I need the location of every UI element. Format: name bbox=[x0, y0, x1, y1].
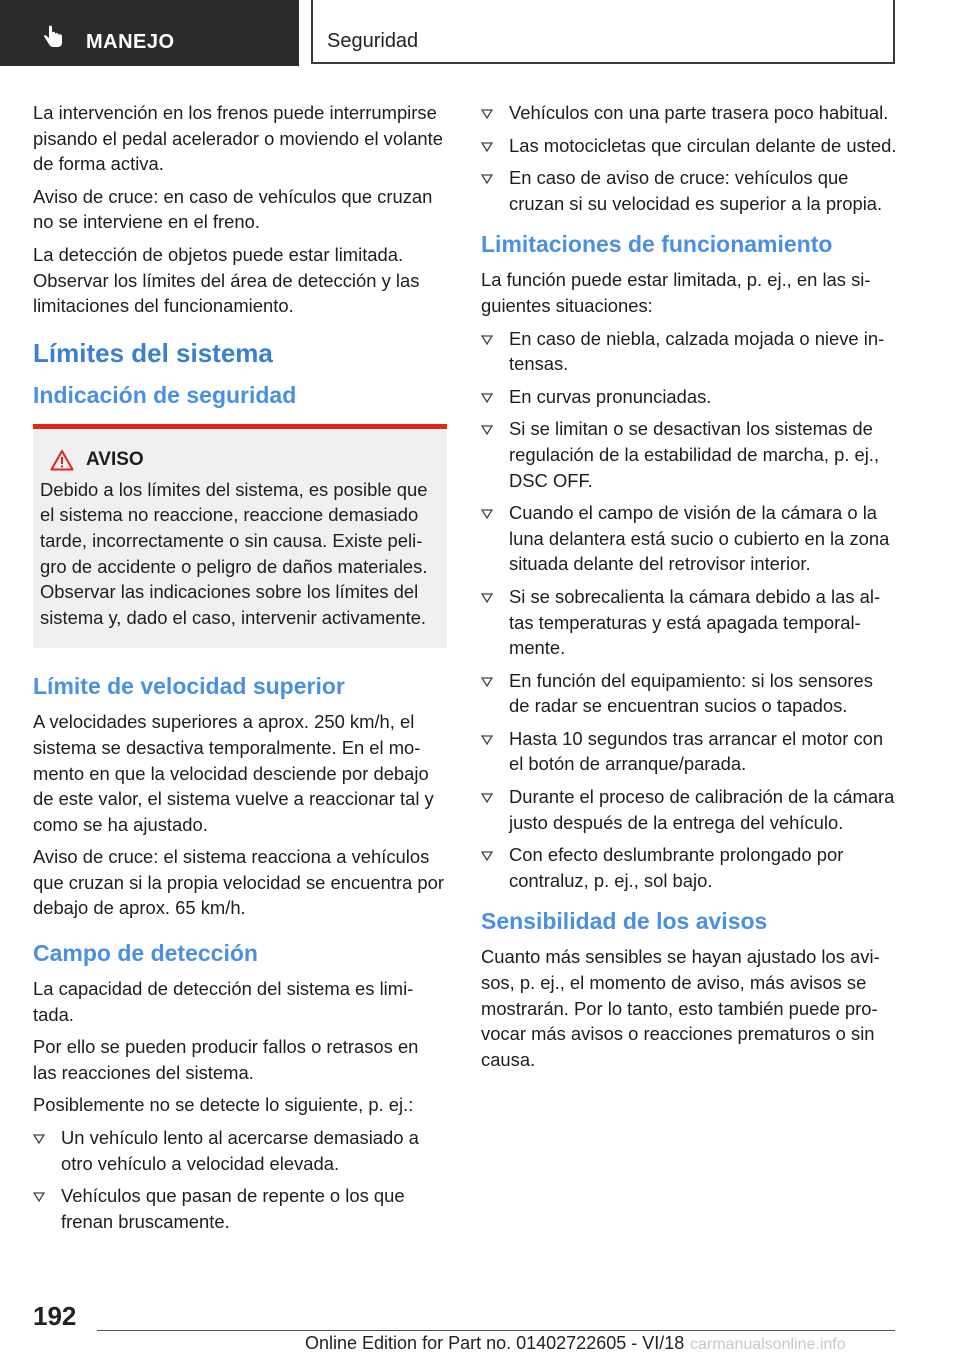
watermark: carmanualsonline.info bbox=[690, 1336, 846, 1353]
bullet-list bbox=[481, 326, 897, 894]
paragraph: Por ello se pueden producir fallos o retrasos en las reacciones del sistema. bbox=[33, 1036, 419, 1083]
warning-header bbox=[50, 449, 440, 471]
list-item: Con efecto deslumbrante prolongado por contraluz, p. ej., sol bajo. bbox=[481, 842, 897, 893]
triangle-bullet-icon bbox=[481, 593, 493, 603]
paragraph: Aviso de cruce: en caso de vehículos que cruzan no se interviene en el freno. bbox=[33, 185, 433, 233]
right-column bbox=[481, 100, 897, 1079]
footer-divider bbox=[97, 1330, 895, 1331]
triangle-bullet-icon bbox=[481, 793, 493, 803]
section-label: Seguridad bbox=[327, 30, 419, 52]
heading-detection-field: Campo de detección bbox=[33, 940, 258, 967]
chapter-tab bbox=[0, 0, 299, 66]
list-item: Las motocicletas que circulan delante de usted. bbox=[481, 133, 897, 159]
warning-text: Debido a los límites del sistema, es posible que el sistema no reaccione, reaccione demasiado tarde, incorrectamente o sin causa. Existe peligro de accidente o peligro de daños materiales. Observar las indicaciones sobre los límites del sistema y, dado el caso, intervenir activamente. bbox=[40, 478, 428, 628]
triangle-bullet-icon bbox=[481, 735, 493, 745]
paragraph: La capacidad de detección del sistema es limitada. bbox=[33, 978, 414, 1025]
warning-box bbox=[33, 424, 447, 649]
left-column bbox=[33, 100, 447, 1241]
triangle-bullet-icon bbox=[481, 174, 493, 184]
triangle-bullet-icon bbox=[33, 1134, 45, 1144]
paragraph: La función puede estar limitada, p. ej., en las siguientes situaciones: bbox=[481, 269, 871, 316]
section-header bbox=[311, 0, 895, 64]
triangle-bullet-icon bbox=[481, 677, 493, 687]
bullet-list bbox=[33, 1125, 447, 1234]
triangle-bullet-icon bbox=[481, 335, 493, 345]
list-item: Si se sobrecalienta la cámara debido a las altas temperaturas y está apagada temporalmente. bbox=[481, 584, 897, 661]
list-item: Un vehículo lento al acercarse demasiado a otro vehículo a velocidad elevada. bbox=[33, 1125, 447, 1176]
list-item: En caso de niebla, calzada mojada o nieve intensas. bbox=[481, 326, 897, 377]
edition-note: Online Edition for Part no. 01402722605 - VI/18 bbox=[305, 1333, 685, 1353]
triangle-bullet-icon bbox=[481, 509, 493, 519]
warning-triangle-icon bbox=[50, 449, 74, 471]
list-item: Si se limitan o se desactivan los sistemas de regulación de la estabilidad de marcha, p. ej., DSC OFF. bbox=[481, 416, 897, 493]
heading-function-limits: Limitaciones de funcionamiento bbox=[481, 231, 833, 258]
paragraph: A velocidades superiores a aprox. 250 km/h, el sistema se desactiva temporalmente. En el momento en que la velocidad desciende por debajo de este valor, el sistema vuelve a reaccionar tal y como se ha ajustado. bbox=[33, 711, 434, 835]
triangle-bullet-icon bbox=[481, 109, 493, 119]
list-item: Vehículos con una parte trasera poco habitual. bbox=[481, 100, 897, 126]
triangle-bullet-icon bbox=[481, 851, 493, 861]
list-item: Cuando el campo de visión de la cámara o la luna delantera está sucio o cubierto en la zona situada delante del retrovisor interior. bbox=[481, 500, 897, 577]
page-number: 192 bbox=[33, 1301, 77, 1331]
list-item: En curvas pronunciadas. bbox=[481, 384, 897, 410]
chapter-label: MANEJO bbox=[86, 31, 175, 53]
paragraph: La detección de objetos puede estar limitada. Observar los límites del área de detección y las limitaciones del funcionamiento. bbox=[33, 243, 420, 317]
triangle-bullet-icon bbox=[33, 1192, 45, 1202]
list-item: Hasta 10 segundos tras arrancar el motor con el botón de arranque/parada. bbox=[481, 726, 897, 777]
paragraph: Cuanto más sensibles se hayan ajustado los avisos, p. ej., el momento de aviso, más avisos se mostrarán. Por lo tanto, esto también puede provocar más avisos o reacciones prematuros o sin causa. bbox=[481, 946, 880, 1070]
heading-warning-sensitivity: Sensibilidad de los avisos bbox=[481, 908, 768, 935]
warning-title: AVISO bbox=[86, 448, 144, 470]
paragraph: Posiblemente no se detecte lo siguiente, p. ej.: bbox=[33, 1094, 414, 1116]
triangle-bullet-icon bbox=[481, 393, 493, 403]
heading-safety-note: Indicación de seguridad bbox=[33, 381, 297, 408]
heading-speed-limit: Límite de velocidad superior bbox=[33, 673, 345, 700]
paragraph: La intervención en los frenos puede interrumpirse pisando el pedal acelerador o moviendo el volante de forma activa. bbox=[33, 102, 443, 175]
paragraph: Aviso de cruce: el sistema reacciona a vehículos que cruzan si la propia velocidad se encuentra por debajo de aprox. 65 km/h. bbox=[33, 846, 444, 919]
list-item: En función del equipamiento: si los sensores de radar se encuentran sucios o tapados. bbox=[481, 668, 897, 719]
hand-touch-icon bbox=[40, 24, 66, 50]
list-item: Durante el proceso de calibración de la cámara justo después de la entrega del vehículo. bbox=[481, 784, 897, 835]
heading-system-limits: Límites del sistema bbox=[33, 337, 273, 368]
triangle-bullet-icon bbox=[481, 425, 493, 435]
list-item: Vehículos que pasan de repente o los que frenan bruscamente. bbox=[33, 1183, 447, 1234]
triangle-bullet-icon bbox=[481, 142, 493, 152]
list-item: En caso de aviso de cruce: vehículos que cruzan si su velocidad es superior a la propia. bbox=[481, 165, 897, 216]
bullet-list bbox=[481, 100, 897, 216]
